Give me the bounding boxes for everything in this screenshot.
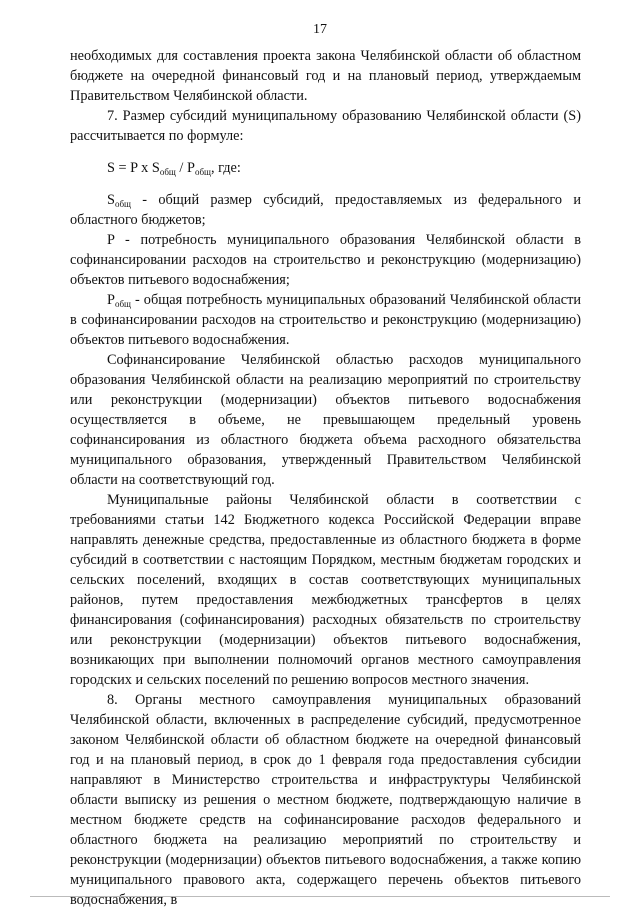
def-subscript: общ (114, 199, 131, 209)
def-text: - потребность муниципального образования Челябинской области в софинансировании расходов на строительство и реконструкцию (модернизацию) объектов питьевого водоснабжения; (70, 232, 581, 288)
definition-s-total (70, 190, 581, 230)
document-body (70, 46, 581, 910)
formula-sub-2: общ (194, 167, 211, 177)
formula-mid: / P (175, 160, 195, 176)
formula (107, 158, 581, 178)
paragraph-cofinancing: Софинансирование Челябинской областью расходов муниципального образования Челябинской области на реализацию мероприятий по строительству или реконструкции (модернизации) объектов питьевого водоснабжения осуществляется в объеме, не превышающем предельный уровень софинансирования из областного бюджета объема расходного обязательства муниципального образования, утвержденный Правительством Челябинской области на соответствующий год. (70, 352, 581, 488)
paragraph-item-8: 8. Органы местного самоуправления муниципальных образований Челябинской области, включенных в распределение субсидий, предусмотренное законом Челябинской области об областном бюджете на очередной финансовый год и на плановый период, в срок до 1 февраля года предоставления субсидии направляют в Министерство строительства и инфраструктуры Челябинской области выписку из решения о местном бюджете, подтверждающую наличие в местном бюджете средств на софинансирование расходов федерального и областного бюджета на реализацию мероприятий по строительству и реконструкции (модернизации) объектов питьевого водоснабжения, а также копию муниципального правового акта, содержащего перечень объектов питьевого водоснабжения, в (70, 692, 581, 908)
definition-p-total (70, 290, 581, 350)
formula-sub-1: общ (159, 167, 176, 177)
definition-p (70, 230, 581, 290)
paragraph-item-7: 7. Размер субсидий муниципальному образованию Челябинской области (S) рассчитывается по формуле: (70, 108, 581, 144)
def-symbol: P (107, 232, 115, 248)
def-symbol: S (107, 192, 115, 208)
page-number: 17 (313, 22, 327, 37)
paragraph-intro: необходимых для составления проекта закона Челябинской области об областном бюджете на очередной финансовый год и на плановый период, утверждаемым Правительством Челябинской области. (70, 48, 581, 104)
page-bottom-edge (30, 896, 610, 897)
def-subscript: общ (114, 299, 131, 309)
def-text: - общая потребность муниципальных образований Челябинской области в софинансировании расходов на строительство и реконструкцию (модернизацию) объектов питьевого водоснабжения. (70, 292, 581, 348)
def-symbol: P (107, 292, 115, 308)
formula-rhs: , где: (210, 160, 241, 176)
formula-lhs: S = P x S (107, 160, 160, 176)
def-text: - общий размер субсидий, предоставляемых из федерального и областного бюджетов; (70, 192, 581, 228)
paragraph-municipal-districts: Муниципальные районы Челябинской области в соответствии с требованиями статьи 142 Бюджетного кодекса Российской Федерации вправе направлять денежные средства, предоставленные из областного бюджета в форме субсидий в соответствии с настоящим Порядком, местным бюджетам городских и сельских поселений, входящих в состав соответствующих муниципальных районов, путем предоставления межбюджетных трансфертов в целях финансирования (софинансирования) расходных обязательств по строительству или реконструкции (модернизации) объектов питьевого водоснабжения, возникающих при выполнении полномочий органов местного самоуправления городских и сельских поселений по решению вопросов местного значения. (70, 492, 581, 688)
